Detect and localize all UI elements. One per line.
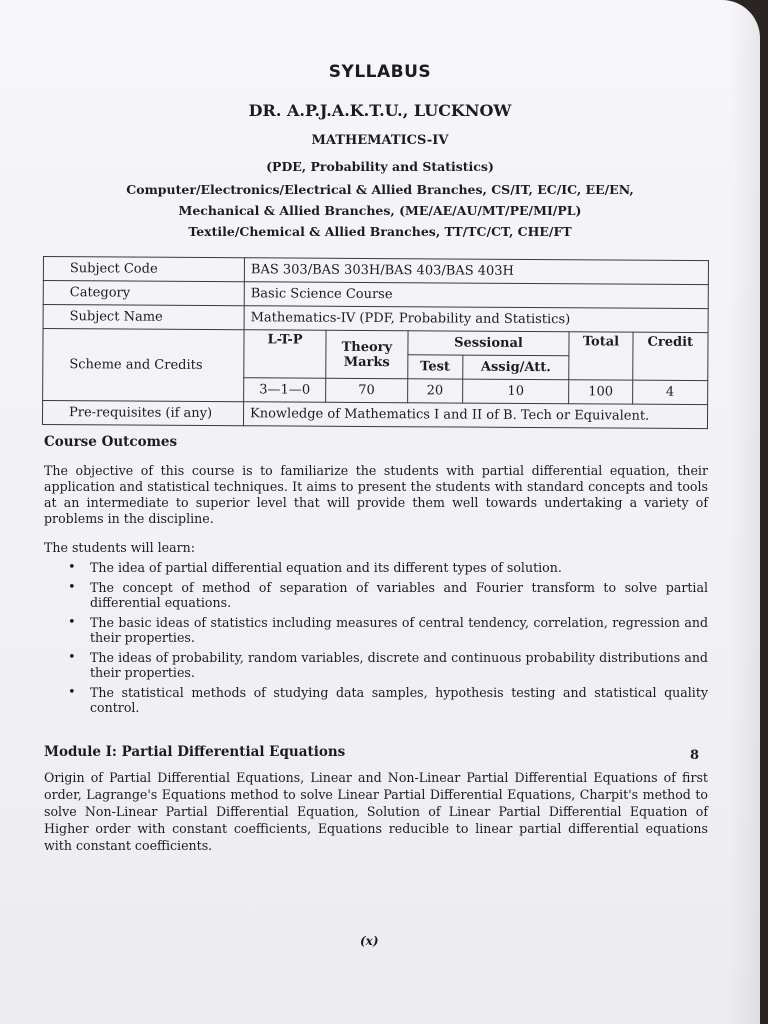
assig-header: Assig/Att. xyxy=(462,355,569,380)
subject-code-label: Subject Code xyxy=(43,257,244,282)
module-description: Origin of Partial Differential Equations, Linear and Non-Linear Partial Differential Equations of first order, Lagrange's Equations method to solve Linear Partial Differential Equations, Charpit's method to solve Non-Linear Partial Differential Equation, Solution of Linear Partial Differential Equation of Higher order with constant coefficients, Equations reducible to linear partial differential equations with constant coefficients. xyxy=(44,770,708,853)
theory-header xyxy=(326,330,408,378)
course-outcomes-heading: Course Outcomes xyxy=(44,434,178,450)
sessional-header: Sessional xyxy=(408,331,570,356)
theory-marks-value: 70 xyxy=(326,378,408,402)
subject-title: MATHEMATICS-IV xyxy=(311,133,449,148)
total-header: Total xyxy=(569,332,633,380)
module-hours: 8 xyxy=(690,748,700,763)
subject-name-label: Subject Name xyxy=(43,305,244,330)
list-item xyxy=(68,580,708,610)
branches-line-1: Computer/Electronics/Electrical & Allied Branches, CS/IT, EC/IC, EE/EN, xyxy=(126,182,634,197)
outcome-text: The statistical methods of studying data samples, hypothesis testing and statistical quality control. xyxy=(90,685,708,715)
university-name: DR. A.P.J.A.K.T.U., LUCKNOW xyxy=(248,101,512,120)
test-value: 20 xyxy=(407,379,462,403)
theory-header-line-2: Marks xyxy=(343,354,390,370)
ltp-header: L-T-P xyxy=(244,330,326,379)
subject-subtitle: (PDE, Probability and Statistics) xyxy=(266,159,494,174)
outcome-text: The basic ideas of statistics including measures of central tendency, correlation, regression and their properties. xyxy=(90,615,708,645)
page-number: (x) xyxy=(360,934,379,948)
list-item xyxy=(68,615,708,645)
list-item xyxy=(68,560,708,575)
credit-value: 4 xyxy=(632,380,707,404)
assig-value: 10 xyxy=(462,379,569,404)
table-row xyxy=(42,401,707,429)
subject-name-value: Mathematics-IV (PDF, Probability and Statistics) xyxy=(244,306,708,333)
page-curl-shadow xyxy=(730,0,760,1024)
test-header: Test xyxy=(407,355,462,379)
branches-line-2: Mechanical & Allied Branches, (ME/AE/AU/MT/PE/MI/PL) xyxy=(178,203,582,218)
list-item xyxy=(68,650,708,680)
bullet-icon: • xyxy=(68,580,76,595)
category-label: Category xyxy=(43,281,244,306)
theory-header-line-1: Theory xyxy=(341,339,393,355)
page-title: SYLLABUS xyxy=(328,62,432,82)
outcomes-intro: The students will learn: xyxy=(44,540,195,555)
outcomes-list xyxy=(68,560,708,720)
outcome-text: The concept of method of separation of variables and Fourier transform to solve partial differential equations. xyxy=(90,580,708,610)
scheme-label: Scheme and Credits xyxy=(43,329,244,402)
subject-info-table xyxy=(42,256,709,429)
branches-line-3: Textile/Chemical & Allied Branches, TT/TC/CT, CHE/FT xyxy=(188,224,572,239)
bullet-icon: • xyxy=(68,560,76,575)
outcome-text: The ideas of probability, random variables, discrete and continuous probability distributions and their properties. xyxy=(90,650,708,680)
bullet-icon: • xyxy=(68,650,76,665)
bullet-icon: • xyxy=(68,615,76,630)
prereq-label: Pre-requisites (if any) xyxy=(42,401,243,426)
bullet-icon: • xyxy=(68,685,76,700)
list-item xyxy=(68,685,708,715)
subject-code-value: BAS 303/BAS 303H/BAS 403/BAS 403H xyxy=(244,258,708,285)
prereq-value: Knowledge of Mathematics I and II of B. Tech or Equivalent. xyxy=(243,402,707,429)
course-objective-paragraph: The objective of this course is to familiarize the students with partial differential equation, their application and statistical techniques. It aims to present the students with standard concepts and tools at an intermediate to superior level that will provide them well towards undertaking a variety of problems in the discipline. xyxy=(44,463,708,526)
ltp-value: 3—1—0 xyxy=(244,378,326,403)
module-heading: Module I: Partial Differential Equations xyxy=(44,744,346,760)
credit-header: Credit xyxy=(632,332,708,380)
outcome-text: The idea of partial differential equation and its different types of solution. xyxy=(90,560,562,575)
total-value: 100 xyxy=(569,380,632,404)
category-value: Basic Science Course xyxy=(244,282,708,309)
table-row xyxy=(43,329,708,357)
